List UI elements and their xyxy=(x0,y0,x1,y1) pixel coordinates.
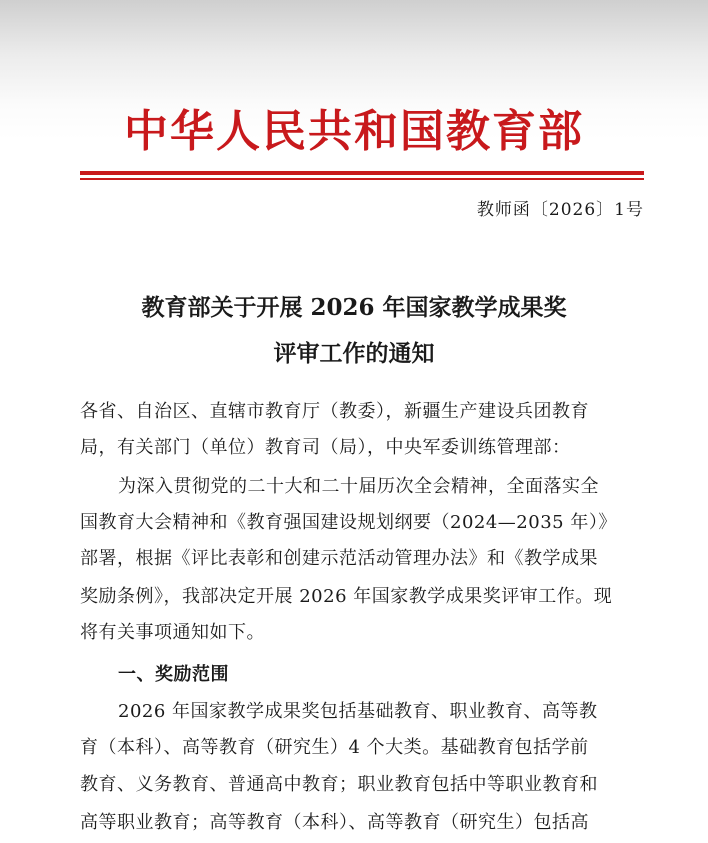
document-number: 教师函〔2026〕1号 xyxy=(476,200,644,220)
document-title-line-2: 评审工作的通知 xyxy=(273,340,435,367)
paragraph-line: 部署，根据《评比表彰和创建示范活动管理办法》和《教学成果 xyxy=(80,548,598,569)
paragraph-line: 2026 年国家教学成果奖包括基础教育、职业教育、高等教 xyxy=(118,701,598,722)
paragraph-line: 为深入贯彻党的二十大和二十届历次全会精神，全面落实全 xyxy=(118,476,599,497)
addressee-line: 局，有关部门（单位）教育司（局），中央军委训练管理部： xyxy=(80,437,571,458)
paragraph-line: 将有关事项通知如下。 xyxy=(80,622,265,643)
red-rule-thin xyxy=(80,178,644,180)
paragraph-line: 教育、义务教育、普通高中教育；职业教育包括中等职业教育和 xyxy=(80,774,598,795)
issuer-header: 中华人民共和国教育部 xyxy=(124,106,584,157)
section-heading: 一、奖励范围 xyxy=(118,664,229,685)
paragraph-line: 高等职业教育；高等教育（本科）、高等教育（研究生）包括高 xyxy=(80,812,589,833)
paragraph-line: 国教育大会精神和《教育强国建设规划纲要（2024—2035 年）》 xyxy=(80,512,617,533)
paragraph-line: 奖励条例》，我部决定开展 2026 年国家教学成果奖评审工作。现 xyxy=(80,586,613,607)
addressee-line: 各省、自治区、直辖市教育厅（教委），新疆生产建设兵团教育 xyxy=(80,401,589,422)
red-rule-thick xyxy=(80,171,644,175)
paragraph-line: 育（本科）、高等教育（研究生）4 个大类。基础教育包括学前 xyxy=(80,737,589,758)
document-title-line-1: 教育部关于开展 2026 年国家教学成果奖 xyxy=(141,294,567,321)
